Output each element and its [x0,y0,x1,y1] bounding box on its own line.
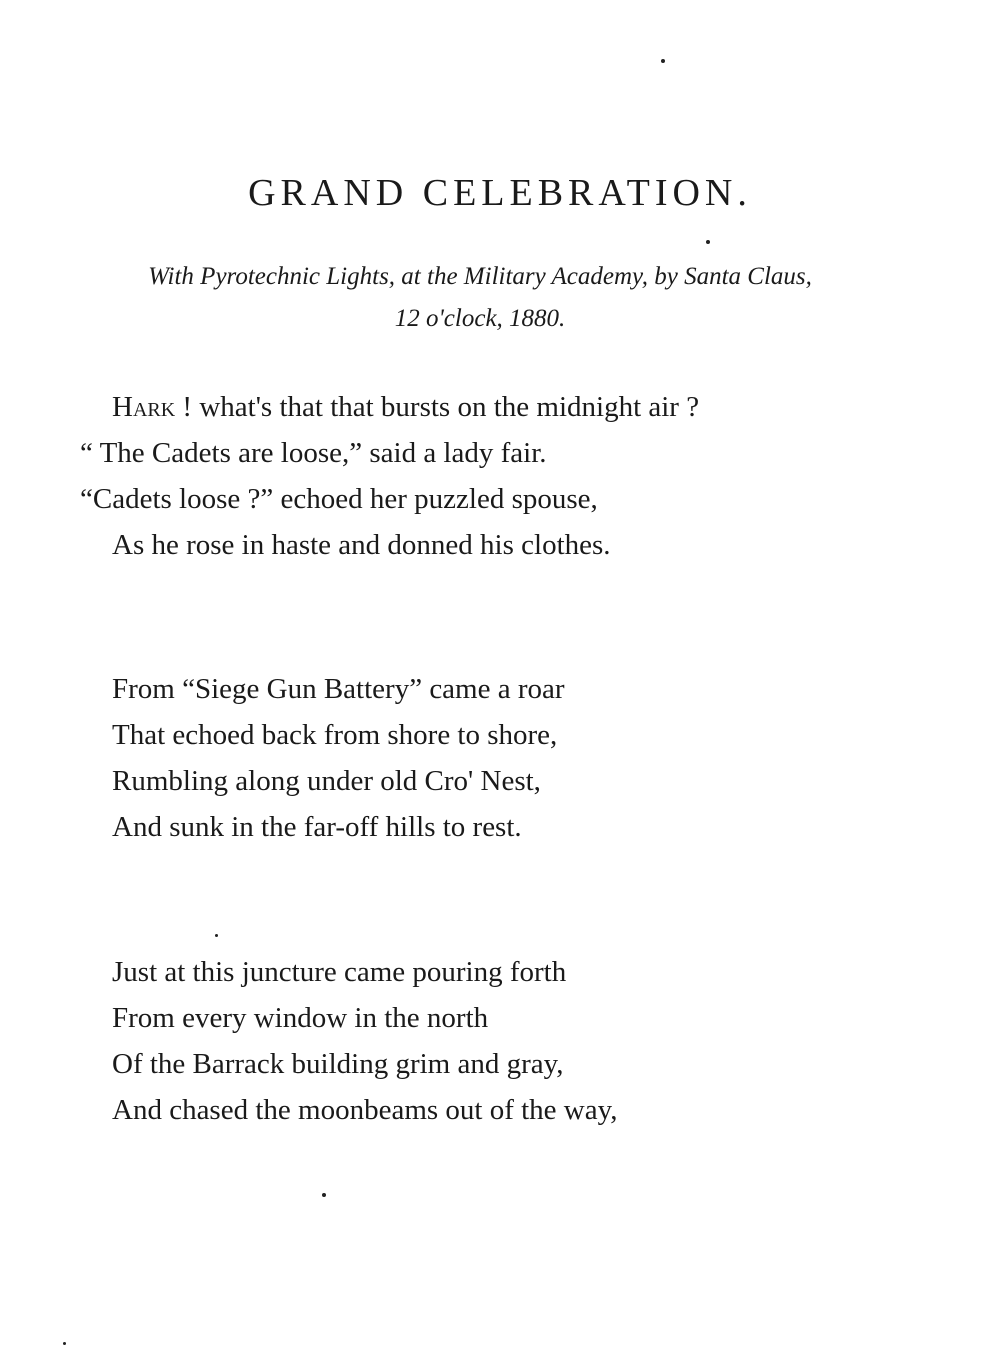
verse-line [80,384,699,430]
verse-line: Just at this juncture came pouring forth [112,956,567,988]
verse-line: From “Siege Gun Battery” came a roar [112,673,565,705]
stanza-3 [112,949,618,1133]
verse-line: As he rose in haste and donned his clothes. [112,529,611,561]
verse-line: That echoed back from shore to shore, [112,719,558,751]
stanza-2 [112,666,565,850]
subtitle [30,256,930,340]
paper-speck [322,1193,326,1197]
verse-lead-word: Hark [112,391,176,423]
verse-line-rest: ! what's that that bursts on the midnight air ? [175,391,700,423]
verse-line: And chased the moonbeams out of the way, [112,1094,618,1126]
subtitle-line-2: 12 o'clock, 1880. [394,305,566,332]
paper-speck [706,240,710,244]
paper-speck [63,1342,66,1345]
verse-line: Rumbling along under old Cro' Nest, [112,765,541,797]
paper-speck [215,934,218,937]
stanza-1 [80,384,699,568]
verse-line: From every window in the north [112,1002,489,1034]
verse-line: “ The Cadets are loose,” said a lady fair. [80,437,547,469]
verse-line: Of the Barrack building grim and gray, [112,1048,564,1080]
verse-line: And sunk in the far-off hills to rest. [112,811,522,843]
subtitle-line-1: With Pyrotechnic Lights, at the Military Academy, by Santa Claus, [148,263,812,290]
verse-line: “Cadets loose ?” echoed her puzzled spouse, [80,483,598,515]
paper-speck [661,59,665,63]
page-title: GRAND CELEBRATION. [248,172,752,214]
